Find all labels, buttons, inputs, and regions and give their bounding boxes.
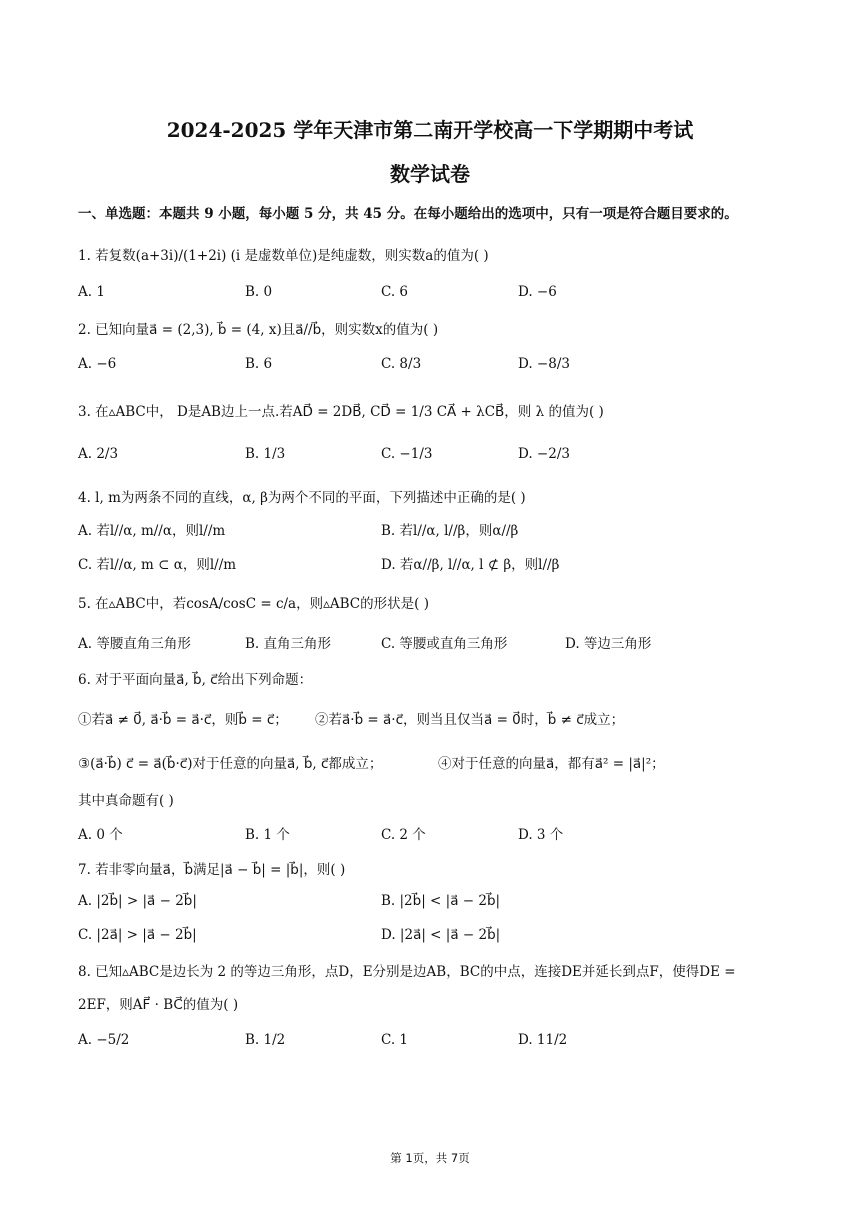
q1-option-b: B. 0 <box>245 284 273 300</box>
q5-option-a: A. 等腰直角三角形 <box>78 636 191 652</box>
q2-option-c: C. 8/3 <box>381 356 422 372</box>
q8-option-d: D. 11/2 <box>518 1032 568 1048</box>
q8-option-a: A. −5/2 <box>78 1032 130 1048</box>
question-6-stem: 6. 对于平面向量a⃗, b⃗, c⃗给出下列命题： <box>78 672 313 688</box>
q3-option-a: A. 2/3 <box>78 446 119 462</box>
question-3-stem: 3. 在▵ABC中， D是AB边上一点.若AD⃗ = 2DB⃗, CD⃗ = 1/3 CA⃗ + λCB⃗，则 λ 的值为( ) <box>78 404 604 420</box>
q6-proposition-4: ④对于任意的向量a⃗，都有a⃗² = |a⃗|²； <box>438 756 665 772</box>
q6-proposition-3: ③(a⃗·b⃗) c⃗ = a⃗(b⃗·c⃗)对于任意的向量a⃗, b⃗, c⃗都成立； <box>78 756 383 772</box>
q1-option-c: C. 6 <box>381 284 409 300</box>
q8-option-b: B. 1/2 <box>245 1032 286 1048</box>
question-1-stem: 1. 若复数(a+3i)/(1+2i) (i 是虚数单位)是纯虚数，则实数a的值为( ) <box>78 248 489 264</box>
question-6-tail: 其中真命题有( ) <box>78 793 174 809</box>
q7-option-b: B. |2b⃗| < |a⃗ − 2b⃗| <box>381 893 501 909</box>
q2-option-b: B. 6 <box>245 356 273 372</box>
exam-title: 2024-2025 学年天津市第二南开学校高一下学期期中考试 <box>166 118 694 142</box>
q6-proposition-1: ①若a⃗ ≠ 0⃗, a⃗·b⃗ = a⃗·c⃗，则b⃗ = c⃗； <box>78 712 288 728</box>
q6-proposition-2: ②若a⃗·b⃗ = a⃗·c⃗，则当且仅当a⃗ = 0⃗时，b⃗ ≠ c⃗成立； <box>315 712 625 728</box>
page-footer: 第 1页，共 7页 <box>390 1151 470 1165</box>
question-8-stem-continued: 2EF，则AF⃗ · BC⃗的值为( ) <box>78 997 239 1013</box>
question-4-stem: 4. l, m为两条不同的直线，α, β为两个不同的平面，下列描述中正确的是( ) <box>78 490 526 506</box>
q7-option-a: A. |2b⃗| > |a⃗ − 2b⃗| <box>78 893 197 909</box>
q1-option-d: D. −6 <box>518 284 557 300</box>
q4-option-d: D. 若α//β, l//α, l ⊄ β，则l//β <box>381 557 560 573</box>
exam-subtitle: 数学试卷 <box>390 162 470 186</box>
q6-option-d: D. 3 个 <box>518 827 564 843</box>
question-5-stem: 5. 在▵ABC中，若cosA/cosC = c/a，则▵ABC的形状是( ) <box>78 596 429 612</box>
q3-option-c: C. −1/3 <box>381 446 433 462</box>
q1-option-a: A. 1 <box>78 284 105 300</box>
q4-option-c: C. 若l//α, m ⊂ α，则l//m <box>78 557 237 573</box>
q8-option-c: C. 1 <box>381 1032 409 1048</box>
q6-option-a: A. 0 个 <box>78 827 123 843</box>
q7-option-d: D. |2a⃗| < |a⃗ − 2b⃗| <box>381 927 501 943</box>
q6-option-b: B. 1 个 <box>245 827 290 843</box>
q2-option-d: D. −8/3 <box>518 356 570 372</box>
q3-option-d: D. −2/3 <box>518 446 570 462</box>
q6-option-c: C. 2 个 <box>381 827 426 843</box>
q2-option-a: A. −6 <box>78 356 117 372</box>
q7-option-c: C. |2a⃗| > |a⃗ − 2b⃗| <box>78 927 197 943</box>
question-2-stem: 2. 已知向量a⃗ = (2,3), b⃗ = (4, x)且a⃗//b⃗，则实数x的值为( ) <box>78 322 439 338</box>
q5-option-d: D. 等边三角形 <box>565 636 652 652</box>
q4-option-a: A. 若l//α, m//α，则l//m <box>78 523 226 539</box>
q5-option-b: B. 直角三角形 <box>245 636 332 652</box>
q3-option-b: B. 1/3 <box>245 446 286 462</box>
question-7-stem: 7. 若非零向量a⃗，b⃗满足|a⃗ − b⃗| = |b⃗|，则( ) <box>78 862 346 878</box>
q4-option-b: B. 若l//α, l//β，则α//β <box>381 523 519 539</box>
q5-option-c: C. 等腰或直角三角形 <box>381 636 508 652</box>
question-8-stem: 8. 已知▵ABC是边长为 2 的等边三角形，点D，E分别是边AB，BC的中点，连接DE并延长到点F，使得DE = <box>78 964 736 980</box>
section-heading: 一、单选题：本题共 9 小题，每小题 5 分，共 45 分。在每小题给出的选项中，只有一项是符合题目要求的。 <box>78 206 738 222</box>
